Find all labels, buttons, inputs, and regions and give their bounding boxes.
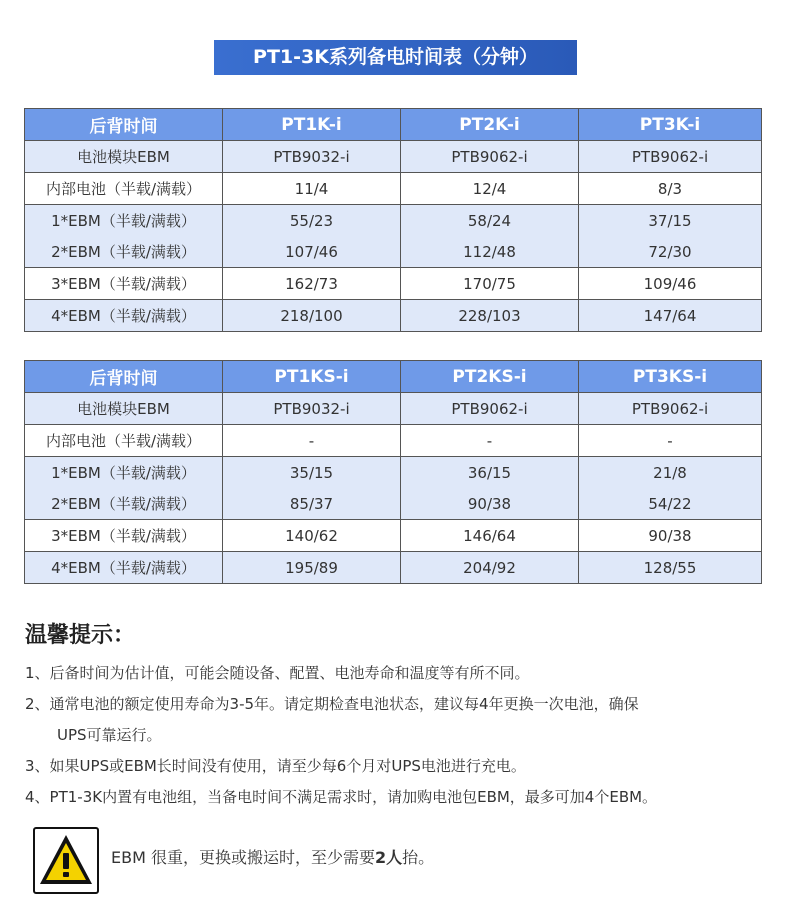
- table-cell: 147/64: [579, 300, 762, 332]
- tip-text: 3、如果UPS或EBM长时间没有使用，请至少每6个月对UPS电池进行充电。: [25, 757, 526, 775]
- row-label: 内部电池（半载/满载）: [25, 425, 223, 457]
- tip-item: [25, 782, 775, 813]
- table-cell: -: [579, 425, 762, 457]
- page-title: PT1-3K系列备电时间表（分钟）: [214, 40, 577, 75]
- backup-time-table-pt-ks: [24, 360, 762, 584]
- table-cell: 72/30: [579, 236, 762, 268]
- header-cell: PT1KS-i: [223, 361, 401, 393]
- table-cell: PTB9062-i: [579, 393, 762, 425]
- header-cell: PT2K-i: [401, 109, 579, 141]
- tip-item: [25, 689, 775, 751]
- row-label: 3*EBM（半载/满载）: [25, 520, 223, 552]
- table-cell: 140/62: [223, 520, 401, 552]
- tip-item: [25, 658, 775, 689]
- table-cell: 37/15: [579, 205, 762, 237]
- table-row: [25, 520, 762, 552]
- table-cell: PTB9062-i: [401, 393, 579, 425]
- table-row: [25, 425, 762, 457]
- table-cell: 85/37: [223, 488, 401, 520]
- header-cell: 后背时间: [25, 361, 223, 393]
- row-label: 4*EBM（半载/满载）: [25, 300, 223, 332]
- table-cell: 58/24: [401, 205, 579, 237]
- table-cell: 204/92: [401, 552, 579, 584]
- table-cell: PTB9062-i: [579, 141, 762, 173]
- tip-text: 1、后备时间为估计值，可能会随设备、配置、电池寿命和温度等有所不同。: [25, 664, 530, 682]
- tips-heading: 温馨提示：: [25, 623, 136, 648]
- table-header-row: [25, 361, 762, 393]
- header-cell: 后背时间: [25, 109, 223, 141]
- table-header-row: [25, 109, 762, 141]
- header-cell: PT1K-i: [223, 109, 401, 141]
- tips-list: [25, 658, 775, 813]
- table-cell: 218/100: [223, 300, 401, 332]
- table-cell: -: [223, 425, 401, 457]
- table-row: [25, 268, 762, 300]
- table-cell: 36/15: [401, 457, 579, 489]
- tip-text: 2、通常电池的额定使用寿命为3-5年。请定期检查电池状态，建议每4年更换一次电池，确保: [25, 695, 639, 713]
- row-label: 电池模块EBM: [25, 393, 223, 425]
- table-cell: 109/46: [579, 268, 762, 300]
- table-row: [25, 488, 762, 520]
- table-cell: 195/89: [223, 552, 401, 584]
- table-row: [25, 236, 762, 268]
- table-row: [25, 173, 762, 205]
- table-cell: 21/8: [579, 457, 762, 489]
- table-row: [25, 457, 762, 489]
- row-label: 1*EBM（半载/满载）: [25, 205, 223, 237]
- table-cell: 90/38: [401, 488, 579, 520]
- table-cell: PTB9032-i: [223, 393, 401, 425]
- table-cell: 12/4: [401, 173, 579, 205]
- table-row: [25, 205, 762, 237]
- table-row: [25, 300, 762, 332]
- table-cell: 54/22: [579, 488, 762, 520]
- header-cell: PT3KS-i: [579, 361, 762, 393]
- row-label: 电池模块EBM: [25, 141, 223, 173]
- row-label: 3*EBM（半载/满载）: [25, 268, 223, 300]
- tip-text: 4、PT1-3K内置有电池组，当备电时间不满足需求时，请加购电池包EBM，最多可加4个EBM。: [25, 788, 658, 806]
- tip-text-continued: UPS可靠运行。: [57, 726, 162, 744]
- header-cell: PT2KS-i: [401, 361, 579, 393]
- table-cell: 228/103: [401, 300, 579, 332]
- table-cell: 35/15: [223, 457, 401, 489]
- table-cell: 107/46: [223, 236, 401, 268]
- table-row: [25, 552, 762, 584]
- row-label: 2*EBM（半载/满载）: [25, 236, 223, 268]
- warning-text: EBM 很重，更换或搬运时，至少需要2人抬。: [111, 848, 435, 867]
- row-label: 内部电池（半载/满载）: [25, 173, 223, 205]
- table-cell: 128/55: [579, 552, 762, 584]
- table-row: [25, 393, 762, 425]
- row-label: 1*EBM（半载/满载）: [25, 457, 223, 489]
- table-cell: 112/48: [401, 236, 579, 268]
- table-cell: 90/38: [579, 520, 762, 552]
- table-cell: 146/64: [401, 520, 579, 552]
- table-cell: 170/75: [401, 268, 579, 300]
- table-cell: 162/73: [223, 268, 401, 300]
- row-label: 2*EBM（半载/满载）: [25, 488, 223, 520]
- table-cell: PTB9062-i: [401, 141, 579, 173]
- row-label: 4*EBM（半载/满载）: [25, 552, 223, 584]
- table-row: [25, 141, 762, 173]
- table-cell: 11/4: [223, 173, 401, 205]
- warning-triangle-icon: [33, 827, 99, 894]
- table-cell: PTB9032-i: [223, 141, 401, 173]
- table-cell: 8/3: [579, 173, 762, 205]
- table-cell: 55/23: [223, 205, 401, 237]
- backup-time-table-pt-k: [24, 108, 762, 332]
- tip-item: [25, 751, 775, 782]
- table-cell: -: [401, 425, 579, 457]
- header-cell: PT3K-i: [579, 109, 762, 141]
